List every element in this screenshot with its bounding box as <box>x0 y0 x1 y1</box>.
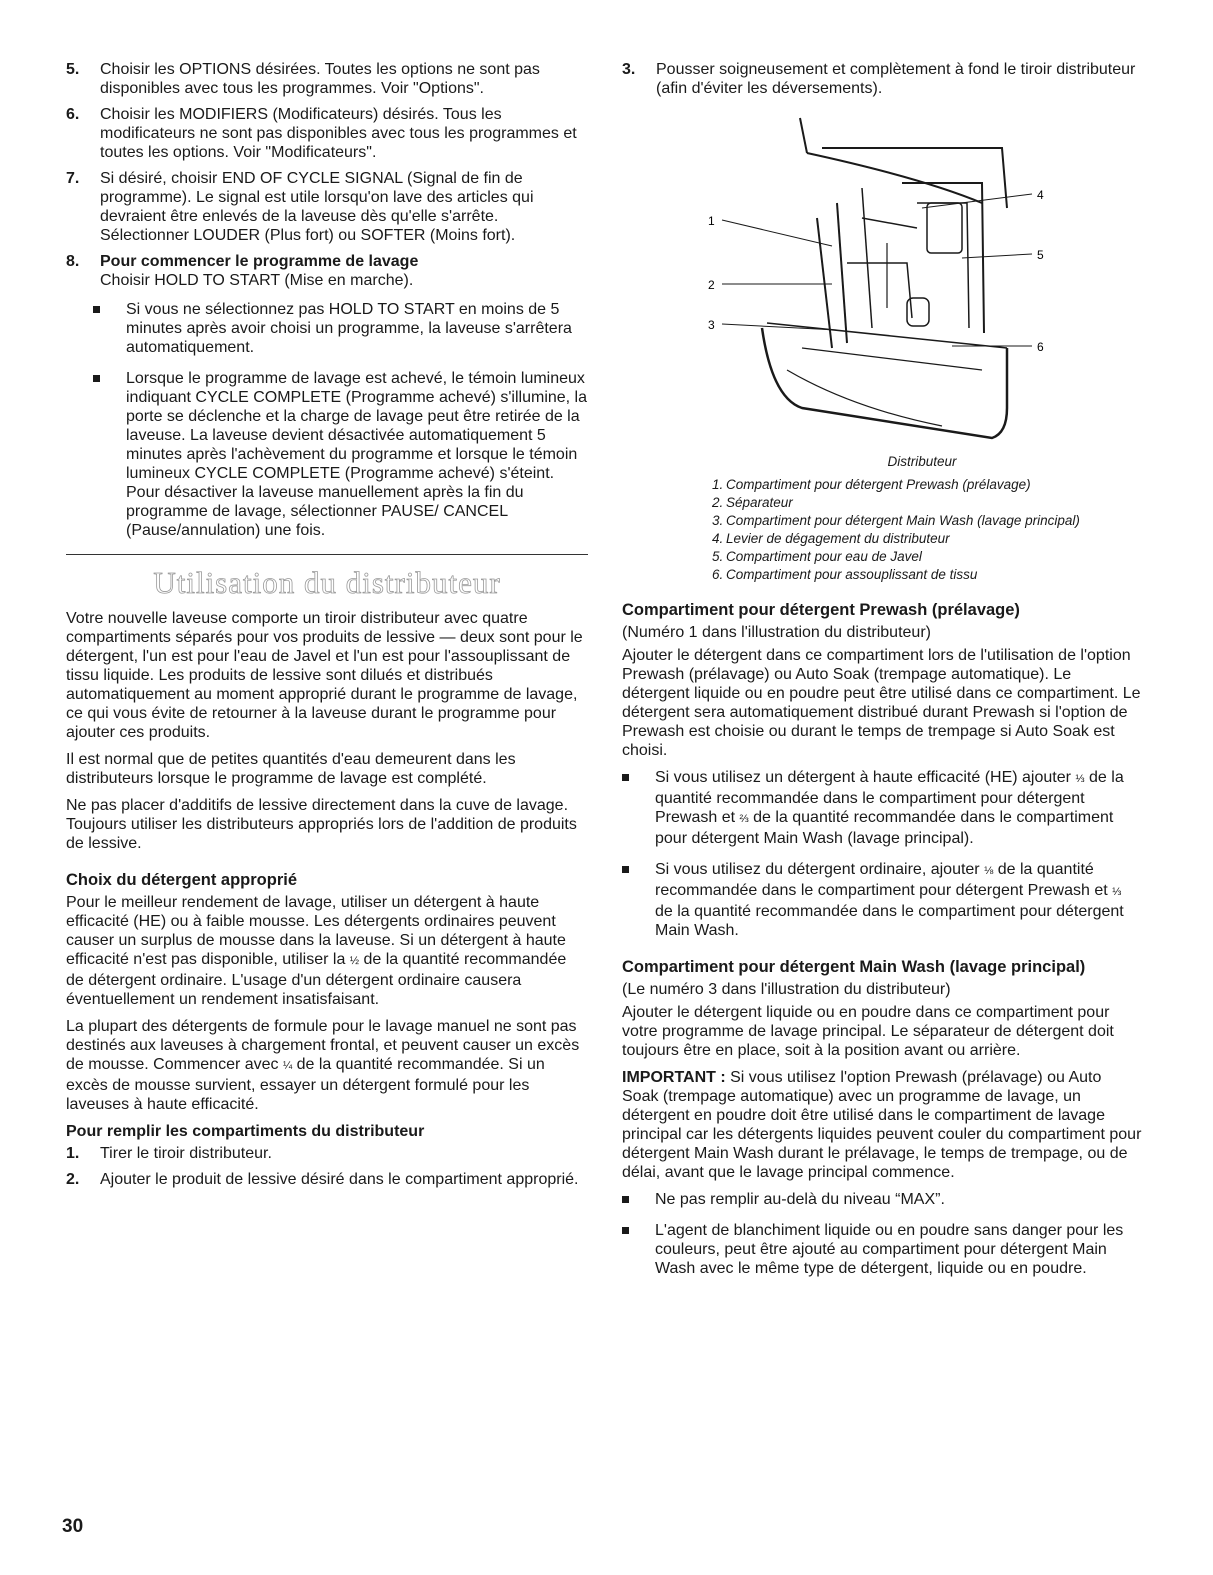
step-number: 6. <box>66 106 80 123</box>
figure-caption: Distributeur <box>887 454 957 469</box>
bullet-item: Si vous utilisez un détergent à haute efficacité (HE) ajouter ⅓ de la quantité recommandée dans le compartiment pour détergent Prewash et ⅔ de la quantité recommandée dans le compartiment pour détergent Main Wash (lavage principal). <box>622 768 1142 848</box>
intro-paragraph: Ne pas placer d'additifs de lessive directement dans la cuve de lavage. Toujours utiliser les distributeurs appropriés lors de l'addition de produits de lessive. <box>66 797 577 852</box>
step-8 <box>66 252 588 290</box>
legend-item: 6. Compartiment pour assouplissant de tissu <box>712 567 978 582</box>
step-number: 5. <box>66 61 80 78</box>
page-number: 30 <box>62 1516 84 1537</box>
legend-item: 3. Compartiment pour détergent Main Wash (lavage principal) <box>712 513 1080 528</box>
figure-label-3: 3 <box>708 318 715 332</box>
step-text: Pousser soigneusement et complètement à fond le tiroir distributeur (afin d'éviter les déversements). <box>656 61 1136 97</box>
bullet-text: L'agent de blanchiment liquide ou en poudre sans danger pour les couleurs, peut être ajouté au compartiment pour détergent Main Wash avec le même type de détergent, liquide ou en poudre. <box>655 1222 1124 1277</box>
legend-item: 2. Séparateur <box>712 495 793 510</box>
dispenser-illustration <box>622 108 1142 448</box>
right-column <box>622 60 1142 1290</box>
figure-legend <box>712 477 1142 583</box>
section-title: Utilisation du distributeur <box>153 565 501 600</box>
bullet-square-icon <box>622 1196 629 1203</box>
left-column <box>66 60 588 1196</box>
section-divider <box>66 554 588 555</box>
step-number: 3. <box>622 61 636 78</box>
step-text: Choisir les MODIFIERS (Modificateurs) désirés. Tous les modificateurs ne sont pas disponibles avec tous les programmes et toutes les options. Voir "Modificateurs". <box>100 106 577 161</box>
dispenser-drawing <box>622 108 1142 448</box>
bullet-square-icon <box>93 375 100 382</box>
bullet-text: Ne pas remplir au-delà du niveau “MAX”. <box>655 1191 945 1208</box>
prewash-subtitle: (Numéro 1 dans l'illustration du distributeur) <box>622 624 931 641</box>
step-3 <box>622 60 1142 98</box>
step-5 <box>66 60 588 98</box>
important-note: IMPORTANT : Si vous utilisez l'option Prewash (prélavage) ou Auto Soak (trempage automatique) avec un programme de lavage, un détergent en poudre doit être utilisé dans le compartiment de lavage principal car les détergents liquides peuvent couler du compartiment pour détergent Main Wash durant le prélavage, le temps de trempage, ou de délai, avant que le lavage principal commence. <box>622 1069 1142 1181</box>
legend-item: 5. Compartiment pour eau de Javel <box>712 549 922 564</box>
bullet-item <box>622 1190 1142 1209</box>
figure-label-1: 1 <box>708 214 715 228</box>
figure-label-4: 4 <box>1037 188 1044 202</box>
step-7 <box>66 169 588 245</box>
figure-label-6: 6 <box>1037 340 1044 354</box>
step-number: 8. <box>66 253 80 270</box>
step-number: 1. <box>66 1145 80 1162</box>
step-text: Tirer le tiroir distributeur. <box>100 1145 272 1162</box>
main-wash-heading: Compartiment pour détergent Main Wash (lavage principal) <box>622 958 1086 976</box>
remplir-step-2 <box>66 1170 588 1189</box>
step-number: 7. <box>66 170 80 187</box>
intro-paragraph: Il est normal que de petites quantités d'eau demeurent dans les distributeurs lorsque le programme de lavage est complété. <box>66 751 516 787</box>
prewash-heading: Compartiment pour détergent Prewash (prélavage) <box>622 601 1020 619</box>
bullet-text: Si vous ne sélectionnez pas HOLD TO START en moins de 5 minutes après avoir choisi un programme, la laveuse s'arrêtera automatiquement. <box>126 301 572 356</box>
figure-label-5: 5 <box>1037 248 1044 262</box>
step-6 <box>66 105 588 162</box>
intro-paragraph: Votre nouvelle laveuse comporte un tiroir distributeur avec quatre compartiments séparés pour vos produits de lessive — deux sont pour le détergent, l'un est pour l'eau de Javel et l'un est pour l'assouplissant de tissu liquide. Les produits de lessive sont dilués et distribués automatiquement au moment approprié durant le programme de lavage, ce qui vous évite de retourner à la laveuse durant le programme pour ajouter ces produits. <box>66 610 583 741</box>
prewash-paragraph: Ajouter le détergent dans ce compartiment lors de l'utilisation de l'option Prewash (prélavage) ou Auto Soak (trempage automatique). Le détergent liquide ou en poudre peut être utilisé dans ce compartiment. Le détergent sera automatiquement distribué durant Prewash si l'option de Prewash est choisie ou durant le temps de trempage si Auto Soak est choisi. <box>622 647 1141 759</box>
legend-item: 4. Levier de dégagement du distributeur <box>712 531 950 546</box>
choix-paragraph: La plupart des détergents de formule pour le lavage manuel ne sont pas destinés aux laveuses à chargement frontal, et peuvent causer un excès de mousse. Commencer avec ¼ de la quantité recommandée. Si un excès de mousse survient, essayer un détergent formulé pour les laveuses à haute efficacité. <box>66 1018 580 1113</box>
legend-item: 1. Compartiment pour détergent Prewash (prélavage) <box>712 477 1031 492</box>
step-text: Ajouter le produit de lessive désiré dans le compartiment approprié. <box>100 1171 579 1188</box>
step-text: Si désiré, choisir END OF CYCLE SIGNAL (Signal de fin de programme). Le signal est utile lorsqu'on lave des articles qui devraient être enlevés de la laveuse dès qu'elle s'arrête. Sélectionner LOUDER (Plus fort) ou SOFTER (Moins fort). <box>100 170 534 244</box>
bullet-item <box>66 369 588 540</box>
choix-heading: Choix du détergent approprié <box>66 871 298 889</box>
remplir-step-1 <box>66 1144 588 1163</box>
remplir-heading: Pour remplir les compartiments du distributeur <box>66 1123 425 1140</box>
main-wash-paragraph: Ajouter le détergent liquide ou en poudre dans ce compartiment pour votre programme de lavage principal. Le séparateur de détergent doit toujours être en place, soit à la position avant ou arrière. <box>622 1004 1114 1059</box>
bullet-text: Lorsque le programme de lavage est achevé, le témoin lumineux indiquant CYCLE COMPLETE (Programme achevé) s'illumine, la porte se déclenche et la charge de lavage peut être retirée de la laveuse. La laveuse devient désactivée automatiquement 5 minutes après l'achèvement du programme et lorsque le témoin lumineux CYCLE COMPLETE (Programme achevé) s'éteint. Pour désactiver la laveuse manuellement après la fin du programme de lavage, sélectionner PAUSE/ CANCEL (Pause/annulation) une fois. <box>126 370 588 539</box>
bullet-item <box>66 300 588 357</box>
bullet-square-icon <box>622 774 629 781</box>
choix-paragraph: Pour le meilleur rendement de lavage, utiliser un détergent à haute efficacité (HE) ou à faible mousse. Les détergents ordinaires peuvent causer un surplus de mousse dans la laveuse. Si un détergent à haute efficacité n'est pas disponible, utiliser la ½ de la quantité recommandée de détergent ordinaire. L'usage d'un détergent ordinaire causera éventuellement un rendement insatisfaisant. <box>66 894 567 1008</box>
step-text: Choisir les OPTIONS désirées. Toutes les options ne sont pas disponibles avec tous les programmes. Voir "Options". <box>100 61 540 97</box>
bullet-square-icon <box>622 866 629 873</box>
step-lead: Pour commencer le programme de lavage <box>100 253 419 270</box>
bullet-square-icon <box>93 306 100 313</box>
bullet-item: Si vous utilisez du détergent ordinaire, ajouter ⅛ de la quantité recommandée dans le compartiment pour détergent Prewash et ⅓ de la quantité recommandée dans le compartiment pour détergent Main Wash. <box>622 860 1142 940</box>
bullet-square-icon <box>622 1227 629 1234</box>
figure-label-2: 2 <box>708 278 715 292</box>
step-number: 2. <box>66 1171 80 1188</box>
step-text: Choisir HOLD TO START (Mise en marche). <box>100 272 414 289</box>
main-wash-subtitle: (Le numéro 3 dans l'illustration du distributeur) <box>622 981 951 998</box>
bullet-item <box>622 1221 1142 1278</box>
